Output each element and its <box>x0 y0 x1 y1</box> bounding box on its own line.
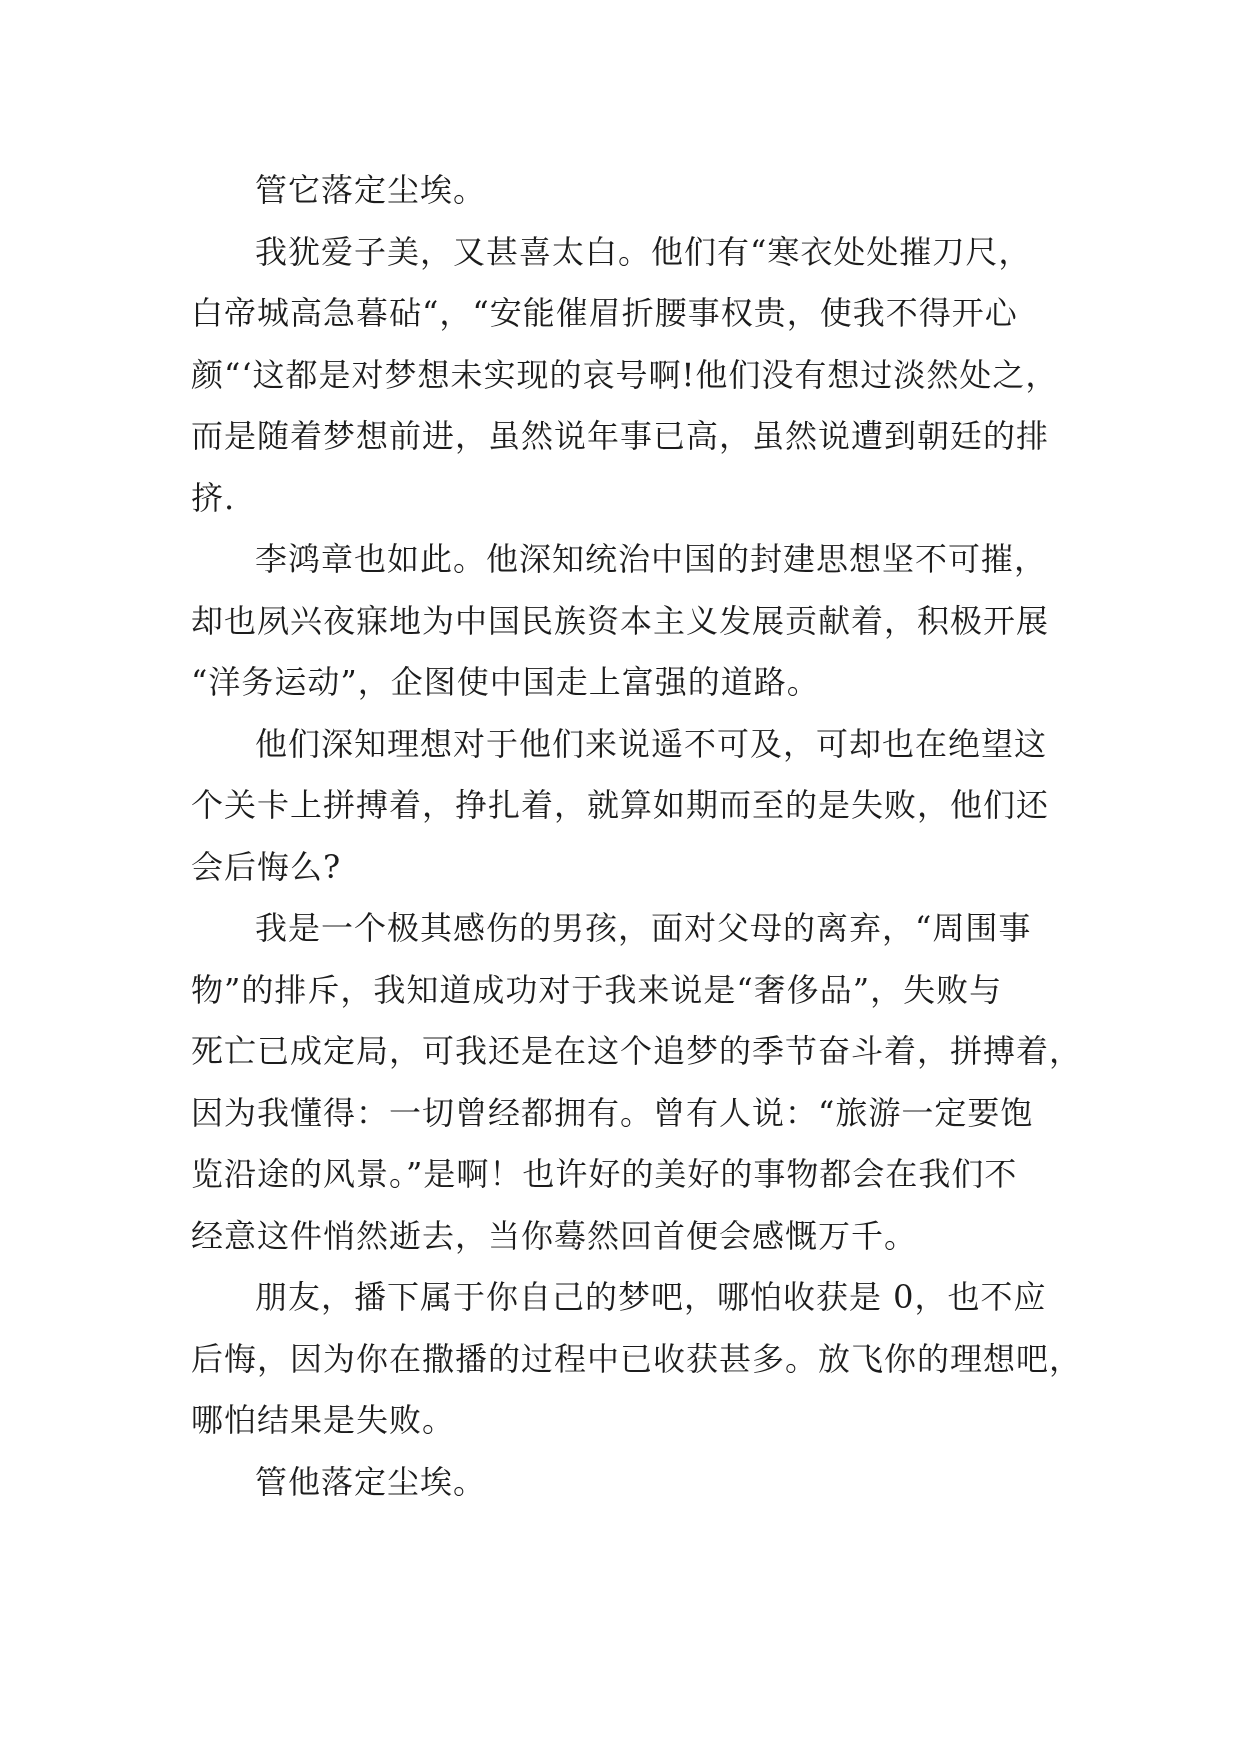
text-line: 经意这件悄然逝去，当你蓦然回首便会感慨万千。 <box>191 1216 918 1255</box>
text-line: 却也夙兴夜寐地为中国民族资本主义发展贡献着，积极开展 <box>191 601 1050 640</box>
text-line: 朋友，播下属于你自己的梦吧，哪怕收获是 0，也不应 <box>255 1278 1047 1316</box>
text-line: 我是一个极其感伤的男孩，面对父母的离弃，“周围事 <box>255 909 1032 947</box>
text-line: 览沿途的风景。”是啊！也许好的美好的事物都会在我们不 <box>191 1155 1018 1193</box>
text-line: 管他落定尘埃。 <box>255 1462 487 1501</box>
text-line: “洋务运动”，企图使中国走上富强的道路。 <box>191 663 820 701</box>
text-line: 因为我懂得：一切曾经都拥有。曾有人说：“旅游一定要饱 <box>191 1093 1034 1132</box>
text-line: 后悔，因为你在撒播的过程中已收获甚多。放飞你的理想吧， <box>191 1339 1083 1378</box>
text-line: 他们深知理想对于他们来说遥不可及，可却也在绝望这 <box>255 724 1048 763</box>
text-line: 李鸿章也如此。他深知统治中国的封建思想坚不可摧， <box>255 540 1048 578</box>
text-line: 我犹爱子美，又甚喜太白。他们有“寒衣处处摧刀尺， <box>255 232 1032 271</box>
essay-text <box>191 160 1083 1513</box>
text-line: 挤. <box>191 478 236 517</box>
text-line: 个关卡上拼搏着，挣扎着，就算如期而至的是失败，他们还 <box>191 786 1050 824</box>
text-line: 颜“‘这都是对梦想未实现的哀号啊!他们没有想过淡然处之， <box>191 355 1059 394</box>
text-line: 会后悔么? <box>191 847 342 886</box>
text-line: 死亡已成定局，可我还是在这个追梦的季节奋斗着，拼搏着， <box>191 1032 1083 1070</box>
text-line: 白帝城高急暮砧“，“安能催眉折腰事权贵，使我不得开心 <box>191 294 1018 332</box>
text-line: 而是随着梦想前进，虽然说年事已高，虽然说遭到朝廷的排 <box>191 417 1050 455</box>
text-line: 管它落定尘埃。 <box>255 171 487 209</box>
text-line: 物”的排斥，我知道成功对于我来说是“奢侈品”，失败与 <box>191 970 1003 1009</box>
text-line: 哪怕结果是失败。 <box>191 1401 456 1439</box>
